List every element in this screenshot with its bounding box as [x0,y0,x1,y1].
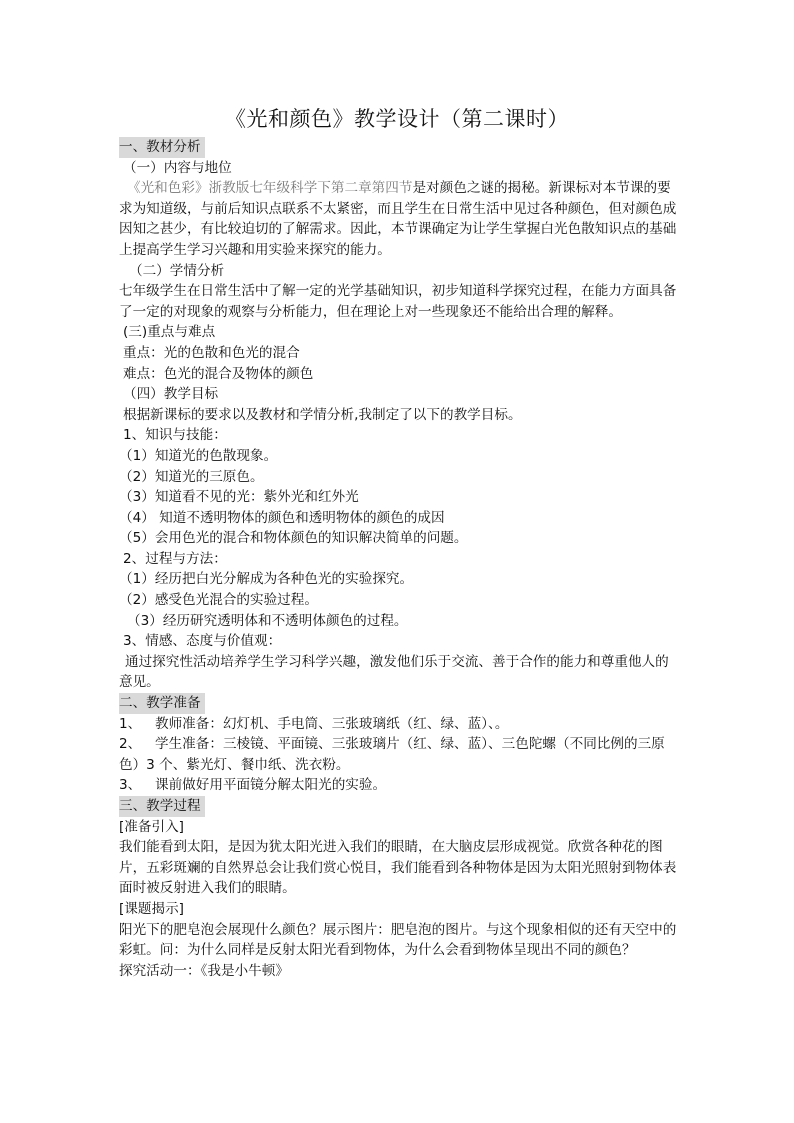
section-heading: 一、教材分析 [119,137,205,158]
list-item: （4） 知道不透明物体的颜色和透明物体的颜色的成因 [119,509,445,526]
document-title: 《光和颜色》教学设计（第二课时） [225,107,569,131]
paragraph: 我们能看到太阳，是因为犹太阳光进入我们的眼睛，在大脑皮层形成视觉。欣赏各种花的图片，五彩斑斓的自然界总会让我们赏心悦目，我们能看到各种物体是因为太阳光照射到物体表面时被反射进入我们的眼睛。 [119,839,677,897]
subheading: [准备引入] [119,818,184,835]
list-item: （1）知道光的色散现象。 [119,447,278,464]
text-line: 重点：光的色散和色光的混合 [123,344,300,361]
subheading: （四）教学目标 [123,386,219,403]
list-item: （2）感受色光混合的实验过程。 [119,592,318,609]
paragraph: 阳光下的肥皂泡会展现什么颜色？展示图片：肥皂泡的图片。与这个现象相似的还有天空中的彩虹。问：为什么同样是反射太阳光看到物体，为什么会看到物体呈现出不同的颜色？ [119,921,677,959]
list-item: （5）会用色光的混合和物体颜色的知识解决简单的问题。 [119,530,468,547]
subheading: （一）内容与地位 [123,159,232,176]
list-item: （3）知道看不见的光：紫外光和红外光 [119,489,359,506]
subheading: [课题揭示] [119,900,184,917]
goal-heading: 2、过程与方法： [123,550,227,567]
paragraph: 通过探究性活动培养学生学习科学兴趣，激发他们乐于交流、善于合作的能力和尊重他人的意见。 [119,653,669,691]
list-item: 2、 学生准备：三棱镜、平面镜、三张玻璃片（红、绿、蓝）、三色陀螺（不同比例的三原色）3 个、紫光灯、餐巾纸、洗衣粉。 [119,736,665,773]
list-item: （3）经历研究透明体和不透明体颜色的过程。 [127,612,408,629]
text-line: 探究活动一：《我是小牛顿》 [119,962,289,979]
document-body [119,137,681,981]
paragraph: 《光和色彩》浙教版七年级科学下第二章第四节是对颜色之谜的揭秘。新课标对本节课的要求为知道级，与前后知识点联系不太紧密，而且学生在日常生活中见过各种颜色，但对颜色成因知之甚少，有比较迫切的了解需求。因此，本节课确定为让学生掌握白光色散知识点的基础上提高学生学习兴趣和用实验来探究的能力。 [119,180,677,258]
section-heading: 二、教学准备 [119,693,205,714]
textbook-reference: 《光和色彩》浙教版七年级科学下第二章第四节 [127,180,413,197]
goal-heading: 1、知识与技能： [123,427,227,444]
text-line: 根据新课标的要求以及教材和学情分析,我制定了以下的教学目标。 [123,406,522,423]
subheading: (三)重点与难点 [123,324,216,341]
list-item: （2）知道光的三原色。 [119,468,264,485]
text-line: 难点：色光的混合及物体的颜色 [123,365,314,382]
list-item: 1、 教师准备：幻灯机、手电筒、三张玻璃纸（红、绿、蓝）、。 [119,715,509,732]
list-item: 3、 课前做好用平面镜分解太阳光的实验。 [119,777,387,794]
goal-heading: 3、情感、态度与价值观： [123,633,282,650]
list-item: （1）经历把白光分解成为各种色光的实验探究。 [119,571,414,588]
subheading: （二）学情分析 [129,262,225,279]
paragraph: 七年级学生在日常生活中了解一定的光学基础知识，初步知道科学探究过程，在能力方面具备了一定的对现象的观察与分析能力，但在理论上对一些现象还不能给出合理的解释。 [119,283,677,320]
section-heading: 三、教学过程 [119,796,205,817]
